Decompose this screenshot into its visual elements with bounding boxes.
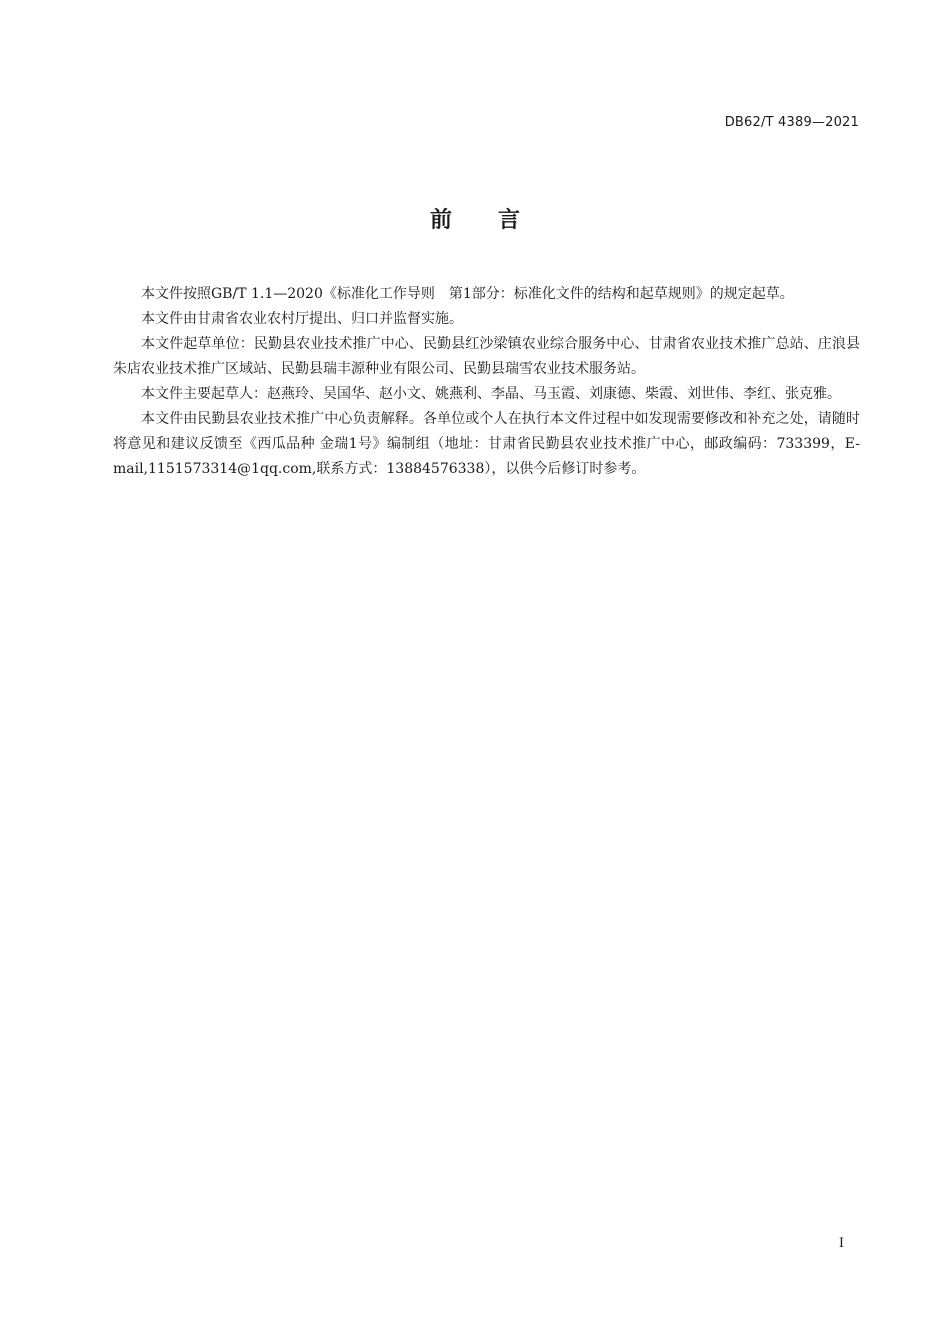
paragraph-proposer: 本文件由甘肃省农业农村厅提出、归口并监督实施。	[141, 311, 463, 327]
page-title: 前言	[429, 208, 566, 233]
paragraph-drafters: 本文件主要起草人：赵燕玲、吴国华、赵小文、姚燕利、李晶、马玉霞、刘康德、柴霞、刘世伟、李红、张克雅。	[141, 386, 841, 402]
foreword-body	[113, 282, 860, 482]
paragraph-interpretation: 本文件由民勤县农业技术推广中心负责解释。各单位或个人在执行本文件过程中如发现需要修改和补充之处，请随时将意见和建议反馈至《西瓜品种 金瑞1号》编制组（地址：甘肃省民勤县农业技术推广中心，邮政编码：733399，E-mail,1151573314@1qq.com,联系方式：13884576338），以供今后修订时参考。	[113, 411, 860, 477]
paragraph-drafting-rules: 本文件按照GB/T 1.1—2020《标准化工作导则 第1部分：标准化文件的结构和起草规则》的规定起草。	[141, 286, 794, 302]
paragraph-drafting-units: 本文件起草单位：民勤县农业技术推广中心、民勤县红沙梁镇农业综合服务中心、甘肃省农业技术推广总站、庄浪县朱店农业技术推广区域站、民勤县瑞丰源种业有限公司、民勤县瑞雪农业技术服务站。	[113, 336, 860, 377]
page-number: I	[838, 1236, 844, 1251]
document-code: DB62/T 4389—2021	[724, 115, 859, 130]
